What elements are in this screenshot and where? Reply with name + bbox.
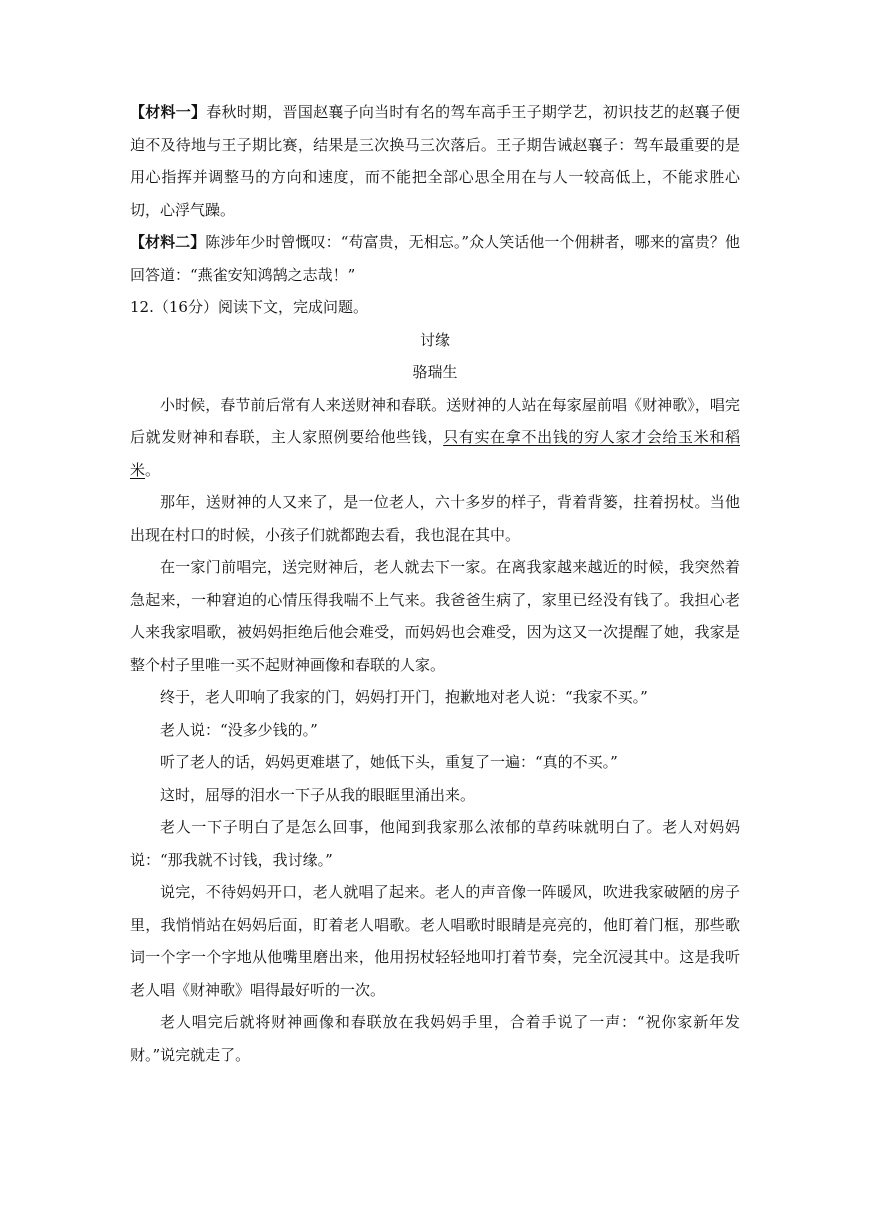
- material-two: [130, 226, 740, 291]
- essay-paragraph-10: 老人唱完后就将财神画像和春联放在我妈妈手里，合着手说了一声：“祝你家新年发财。”说完就走了。: [130, 1013, 740, 1064]
- essay-paragraph-4: 终于，老人叩响了我家的门，妈妈打开门，抱歉地对老人说：“我家不买。”: [160, 688, 648, 706]
- essay-paragraph-8: 老人一下子明白了是怎么回事，他闻到我家那么浓郁的草药味就明白了。老人对妈妈说：“那我就不讨钱，我讨缘。”: [130, 818, 740, 869]
- underlined-sentence: 只有实在拿不出钱的穷人家才会给玉米和稻米: [130, 428, 740, 479]
- p1-text: 小时候，春节前后常有人来送财神和春联。送财神的人站在每家屋前唱《财神歌》，唱完后就发财神和春联，主人家照例要给他些钱，: [130, 395, 740, 446]
- essay-paragraph-5: 老人说：“没多少钱的。”: [160, 720, 318, 739]
- essay-author: 骆瑞生: [412, 363, 458, 381]
- essay-title: 讨缘: [419, 330, 450, 349]
- material-one-text: 春秋时期，晋国赵襄子向当时有名的驾车高手王子期学艺，初识技艺的赵襄子便迫不及待地与王子期比赛，结果是三次换马三次落后。王子期告诫赵襄子：驾车最重要的是用心指挥并调整马的方向和速度，而不能把全部心思全用在与人一较高低上，不能求胜心切，心浮气躁。: [130, 103, 740, 219]
- material-two-label: 【材料二】: [130, 233, 206, 251]
- essay-paragraph-7: 这时，屈辱的泪水一下子从我的眼眶里涌出来。: [160, 785, 476, 804]
- question-heading: 12.（16分）阅读下文，完成问题。: [130, 298, 368, 316]
- document-body: [130, 96, 740, 1071]
- p1-end: 。: [145, 460, 161, 479]
- essay-paragraph-2: 那年，送财神的人又来了，是一位老人，六十多岁的样子，背着背篓，拄着拐杖。当他出现在村口的时候，小孩子们就都跑去看，我也混在其中。: [130, 493, 740, 544]
- material-one: [130, 96, 740, 226]
- material-two-text: 陈涉年少时曾慨叹：“苟富贵，无相忘。”众人笑话他一个佣耕者，哪来的富贵？他回答道：“燕雀安知鸿鹄之志哉！”: [130, 233, 740, 284]
- essay-paragraph-1: [130, 389, 740, 487]
- essay-paragraph-6: 听了老人的话，妈妈更难堪了，她低下头，重复了一遍：“真的不买。”: [160, 753, 618, 771]
- essay-paragraph-9: 说完，不待妈妈开口，老人就唱了起来。老人的声音像一阵暖风，吹进我家破陋的房子里，我悄悄站在妈妈后面，盯着老人唱歌。老人唱歌时眼睛是亮亮的，他盯着门框，那些歌词一个字一个字地从他嘴里磨出来，他用拐杖轻轻地叩打着节奏，完全沉浸其中。这是我听老人唱《财神歌》唱得最好听的一次。: [130, 883, 740, 999]
- material-one-label: 【材料一】: [130, 103, 207, 121]
- essay-paragraph-3: 在一家门前唱完，送完财神后，老人就去下一家。在离我家越来越近的时候，我突然着急起来，一种窘迫的心情压得我喘不上气来。我爸爸生病了，家里已经没有钱了。我担心老人来我家唱歌，被妈妈拒绝后他会难受，而妈妈也会难受，因为这又一次提醒了她，我家是整个村子里唯一买不起财神画像和春联的人家。: [130, 558, 740, 674]
